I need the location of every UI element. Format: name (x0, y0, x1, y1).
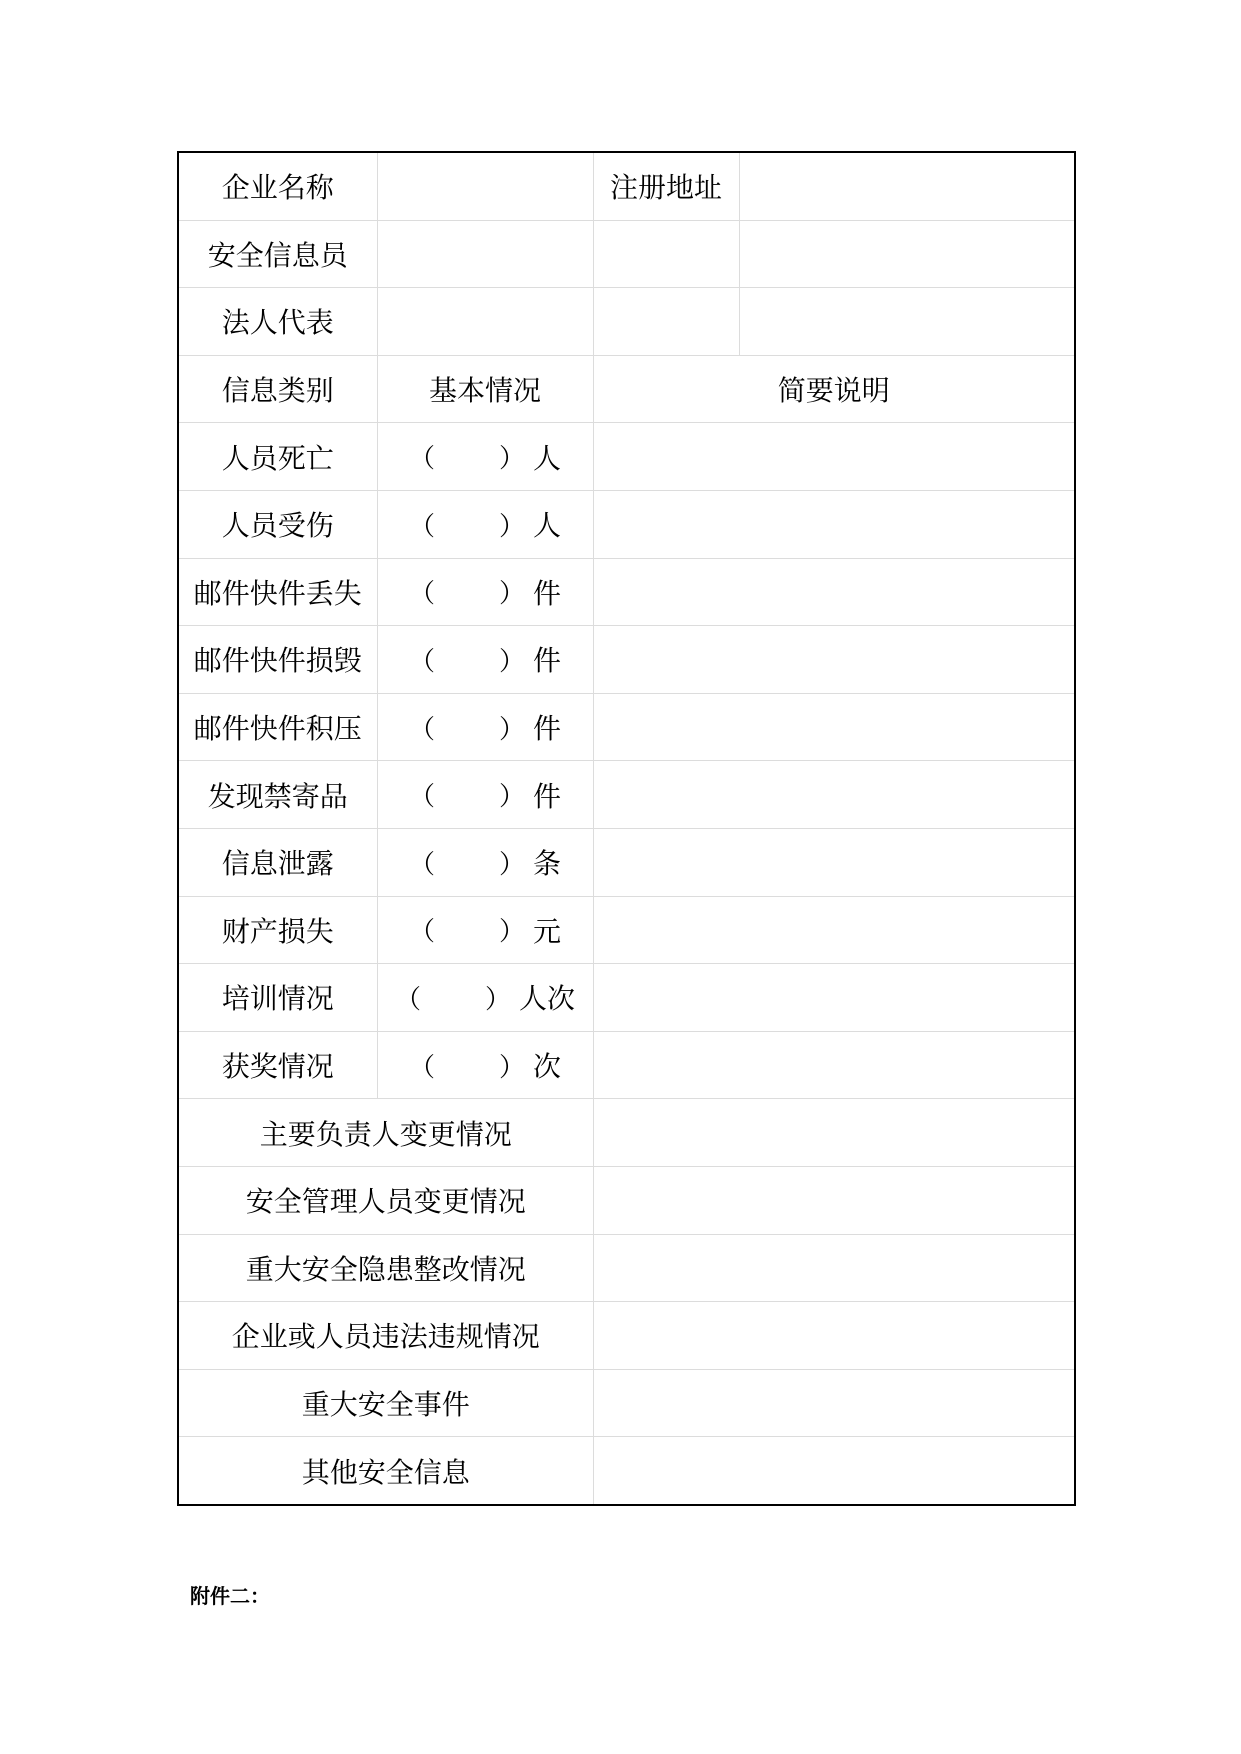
paren-close: ） (498, 917, 525, 948)
paren-close: ） (498, 782, 525, 813)
description-field[interactable] (593, 626, 1075, 694)
unit-label: 条 (533, 847, 562, 881)
wide-row-label: 其他安全信息 (178, 1437, 593, 1505)
wide-row-description-field[interactable] (593, 1437, 1075, 1505)
table-row (178, 896, 1075, 964)
description-field[interactable] (593, 423, 1075, 491)
table-row (178, 964, 1075, 1032)
safety-officer-extra-label (593, 220, 739, 288)
amount-field[interactable] (377, 896, 593, 964)
attachment-label: 附件二： (190, 1584, 270, 1608)
amount-group (409, 842, 561, 882)
description-field[interactable] (593, 896, 1075, 964)
amount-field[interactable] (377, 490, 593, 558)
category-label: 邮件快件损毁 (178, 626, 377, 694)
unit-label: 次 (533, 1050, 562, 1084)
legal-rep-row (178, 288, 1075, 356)
amount-group (409, 775, 561, 815)
description-field[interactable] (593, 1031, 1075, 1099)
table-row (178, 1437, 1075, 1505)
amount-field[interactable] (377, 828, 593, 896)
amount-field[interactable] (377, 964, 593, 1032)
paren-open: （ (408, 1052, 435, 1083)
paren-open: （ (408, 849, 435, 880)
category-label: 获奖情况 (178, 1031, 377, 1099)
wide-row-label: 重大安全隐患整改情况 (178, 1234, 593, 1302)
unit-label: 件 (533, 712, 562, 746)
amount-group (409, 910, 561, 950)
category-label: 信息泄露 (178, 828, 377, 896)
amount-group (409, 1045, 561, 1085)
description-field[interactable] (593, 558, 1075, 626)
paren-close: ） (498, 511, 525, 542)
category-label: 发现禁寄品 (178, 761, 377, 829)
unit-label: 元 (533, 914, 562, 948)
unit-label: 人 (533, 441, 562, 475)
table-row (178, 1031, 1075, 1099)
wide-row-description-field[interactable] (593, 1166, 1075, 1234)
table-row (178, 490, 1075, 558)
safety-officer-row (178, 220, 1075, 288)
wide-row-description-field[interactable] (593, 1302, 1075, 1370)
amount-field[interactable] (377, 761, 593, 829)
company-name-row (178, 152, 1075, 220)
description-field[interactable] (593, 761, 1075, 829)
paren-open: （ (408, 714, 435, 745)
amount-field[interactable] (377, 693, 593, 761)
table-row (178, 693, 1075, 761)
amount-group (409, 572, 561, 612)
table-row (178, 558, 1075, 626)
description-field[interactable] (593, 964, 1075, 1032)
paren-close: ） (498, 714, 525, 745)
paren-open: （ (408, 579, 435, 610)
safety-info-form (177, 151, 1076, 1506)
column-header-row (178, 355, 1075, 423)
amount-group (409, 504, 561, 544)
amount-field[interactable] (377, 558, 593, 626)
paren-close: ） (498, 849, 525, 880)
table-row (178, 828, 1075, 896)
column-header-category: 信息类别 (178, 355, 377, 423)
paren-open: （ (408, 646, 435, 677)
column-header-basic: 基本情况 (377, 355, 593, 423)
unit-label: 件 (533, 779, 562, 813)
category-label: 人员死亡 (178, 423, 377, 491)
table-row (178, 626, 1075, 694)
amount-group (395, 977, 575, 1017)
paren-open: （ (394, 984, 421, 1015)
legal-rep-extra-label (593, 288, 739, 356)
registered-address-field[interactable] (739, 152, 1075, 220)
description-field[interactable] (593, 490, 1075, 558)
unit-label: 人 (533, 509, 562, 543)
legal-rep-extra-field[interactable] (739, 288, 1075, 356)
table-row (178, 1099, 1075, 1167)
wide-row-label: 安全管理人员变更情况 (178, 1166, 593, 1234)
company-name-field[interactable] (377, 152, 593, 220)
amount-field[interactable] (377, 423, 593, 491)
paren-close: ） (498, 646, 525, 677)
safety-officer-label: 安全信息员 (178, 220, 377, 288)
wide-row-description-field[interactable] (593, 1369, 1075, 1437)
amount-group (409, 437, 561, 477)
table-row (178, 1302, 1075, 1370)
table-row (178, 1369, 1075, 1437)
paren-close: ） (484, 984, 511, 1015)
description-field[interactable] (593, 693, 1075, 761)
category-label: 培训情况 (178, 964, 377, 1032)
wide-row-label: 企业或人员违法违规情况 (178, 1302, 593, 1370)
registered-address-label: 注册地址 (593, 152, 739, 220)
paren-close: ） (498, 444, 525, 475)
legal-rep-field[interactable] (377, 288, 593, 356)
category-label: 财产损失 (178, 896, 377, 964)
category-label: 邮件快件丢失 (178, 558, 377, 626)
wide-row-label: 重大安全事件 (178, 1369, 593, 1437)
table-row (178, 761, 1075, 829)
paren-close: ） (498, 1052, 525, 1083)
table-row (178, 1234, 1075, 1302)
paren-open: （ (408, 917, 435, 948)
description-field[interactable] (593, 828, 1075, 896)
paren-open: （ (408, 444, 435, 475)
wide-row-description-field[interactable] (593, 1234, 1075, 1302)
wide-row-description-field[interactable] (593, 1099, 1075, 1167)
legal-rep-label: 法人代表 (178, 288, 377, 356)
amount-group (409, 707, 561, 747)
column-header-description: 简要说明 (593, 355, 1075, 423)
amount-group (409, 639, 561, 679)
wide-row-label: 主要负责人变更情况 (178, 1099, 593, 1167)
category-label: 人员受伤 (178, 490, 377, 558)
amount-field[interactable] (377, 1031, 593, 1099)
unit-label: 件 (533, 576, 562, 610)
table-row (178, 423, 1075, 491)
paren-open: （ (408, 782, 435, 813)
paren-close: ） (498, 579, 525, 610)
safety-officer-field[interactable] (377, 220, 593, 288)
table-row (178, 1166, 1075, 1234)
unit-label: 件 (533, 644, 562, 678)
company-name-label: 企业名称 (178, 152, 377, 220)
amount-field[interactable] (377, 626, 593, 694)
unit-label: 人次 (519, 982, 576, 1016)
paren-open: （ (408, 511, 435, 542)
safety-officer-extra-field[interactable] (739, 220, 1075, 288)
category-label: 邮件快件积压 (178, 693, 377, 761)
